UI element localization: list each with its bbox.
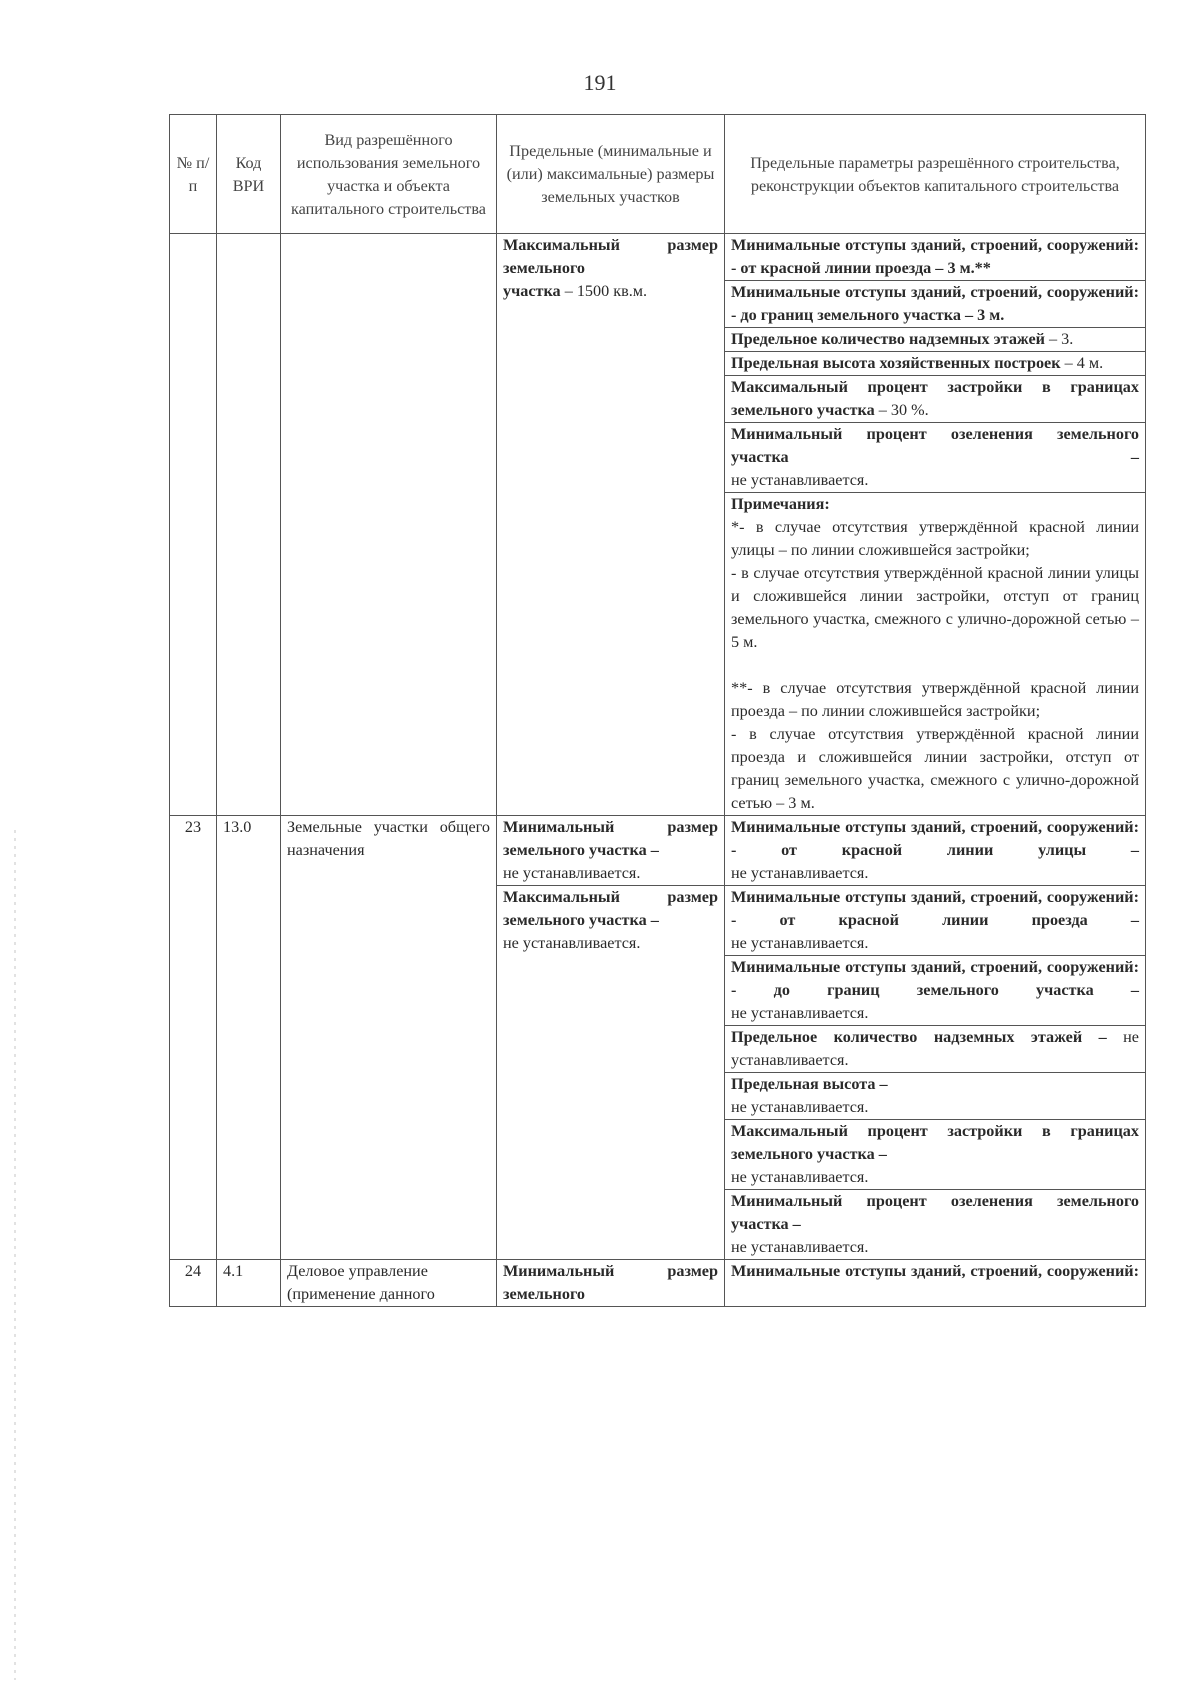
scan-edge-mark — [14, 830, 16, 1680]
cell-num: 23 — [170, 816, 217, 1260]
param-cell — [725, 1260, 1146, 1307]
param-label: Минимальный процент озеленения земельного участка – — [731, 425, 1139, 466]
param-value: не устанавливается. — [731, 1004, 869, 1022]
param-value: не устанавливается. — [731, 934, 869, 952]
notes-cell — [725, 493, 1146, 816]
cell-code — [217, 234, 281, 816]
param-cell — [725, 1073, 1146, 1120]
table-row — [170, 816, 1146, 886]
param-cell — [725, 1026, 1146, 1073]
param-value: не устанавливается. — [731, 864, 869, 882]
param-value: - до границ земельного участка – 3 м. — [731, 306, 1005, 324]
size-max-label: Максимальный размер земельного — [503, 236, 718, 277]
note-text: - в случае отсутствия утверждённой красной линии улицы и сложившейся линии застройки, отступ от границ земельного участка, смежного с улично-дорожной сетью – 5 м. — [731, 564, 1139, 651]
table-header-row — [170, 115, 1146, 234]
param-sub: - до границ земельного участка – — [731, 981, 1139, 999]
note-text: - в случае отсутствия утверждённой красной линии проезда и сложившейся линии застройки, отступ от границ земельного участка, смежного с улично-дорожной сетью – 3 м. — [731, 725, 1139, 812]
page-number: 191 — [583, 70, 617, 95]
note-text: *- в случае отсутствия утверждённой красной линии улицы – по линии сложившейся застройки; — [731, 518, 1139, 559]
param-value: не устанавливается. — [731, 471, 869, 489]
param-sub: - от красной линии проезда – — [731, 911, 1139, 929]
param-value: не устанавливается. — [731, 1098, 869, 1116]
table-row — [170, 234, 1146, 281]
param-text: Предельное количество надземных этажей – не устанавливается. — [731, 1028, 1139, 1069]
param-label: Минимальные отступы зданий, строений, сооружений: — [731, 818, 1139, 836]
header-params: Предельные параметры разрешённого строительства, реконструкции объектов капитального строительства — [725, 115, 1146, 234]
param-cell — [725, 956, 1146, 1026]
size-max-label: Максимальный размер земельного участка – — [503, 888, 718, 929]
cell-size-min — [497, 816, 725, 886]
cell-size-max — [497, 234, 725, 816]
param-label: Минимальные отступы зданий, строений, сооружений: — [731, 236, 1139, 254]
size-max-value: участка – 1500 кв.м. — [503, 282, 648, 300]
vid-text: Земельные участки общего назначения — [287, 818, 490, 859]
cell-vid: Деловое управление (применение данного — [281, 1260, 497, 1307]
size-max-value: не устанавливается. — [503, 934, 641, 952]
table-row — [170, 1260, 1146, 1307]
notes-title: Примечания: — [731, 495, 830, 513]
param-label: Максимальный процент застройки в границах земельного участка – — [731, 1122, 1139, 1163]
param-value: не устанавливается. — [731, 1168, 869, 1186]
cell-size-max — [497, 886, 725, 1260]
cell-vid — [281, 816, 497, 1260]
param-cell — [725, 423, 1146, 493]
param-label: Минимальные отступы зданий, строений, сооружений: — [731, 1262, 1139, 1280]
param-text: Предельная высота хозяйственных построек – 4 м. — [731, 354, 1104, 372]
size-min-value: не устанавливается. — [503, 864, 641, 882]
param-cell — [725, 281, 1146, 328]
param-cell — [725, 376, 1146, 423]
cell-num — [170, 234, 217, 816]
param-value: не устанавливается. — [731, 1238, 869, 1256]
note-text: **- в случае отсутствия утверждённой красной линии проезда – по линии сложившейся застройки; — [731, 679, 1139, 720]
param-cell — [725, 886, 1146, 956]
param-cell — [725, 1120, 1146, 1190]
param-label: Минимальный процент озеленения земельного участка – — [731, 1192, 1139, 1233]
cell-vid — [281, 234, 497, 816]
header-num: № п/п — [170, 115, 217, 234]
header-size: Предельные (минимальные и (или) максимальные) размеры земельных участков — [497, 115, 725, 234]
cell-code: 4.1 — [217, 1260, 281, 1307]
param-cell — [725, 234, 1146, 281]
cell-num: 24 — [170, 1260, 217, 1307]
param-cell — [725, 816, 1146, 886]
param-cell — [725, 352, 1146, 376]
header-code: Код ВРИ — [217, 115, 281, 234]
param-label: Минимальные отступы зданий, строений, сооружений: — [731, 958, 1139, 976]
param-label: Минимальные отступы зданий, строений, сооружений: — [731, 283, 1139, 301]
header-vid: Вид разрешённого использования земельного участка и объекта капитального строительства — [281, 115, 497, 234]
param-cell — [725, 1190, 1146, 1260]
param-value: - от красной линии проезда – 3 м.** — [731, 259, 991, 277]
param-cell — [725, 328, 1146, 352]
cell-code: 13.0 — [217, 816, 281, 1260]
param-sub: - от красной линии улицы – — [731, 841, 1139, 859]
cell-size-min — [497, 1260, 725, 1307]
size-min-label: Минимальный размер земельного — [503, 1262, 718, 1303]
size-min-label: Минимальный размер земельного участка – — [503, 818, 718, 859]
param-label: Предельная высота – — [731, 1075, 888, 1093]
land-use-table — [169, 114, 1146, 1307]
param-label: Минимальные отступы зданий, строений, сооружений: — [731, 888, 1139, 906]
param-text: Максимальный процент застройки в границах земельного участка – 30 %. — [731, 378, 1139, 419]
param-text: Предельное количество надземных этажей – 3. — [731, 330, 1074, 348]
